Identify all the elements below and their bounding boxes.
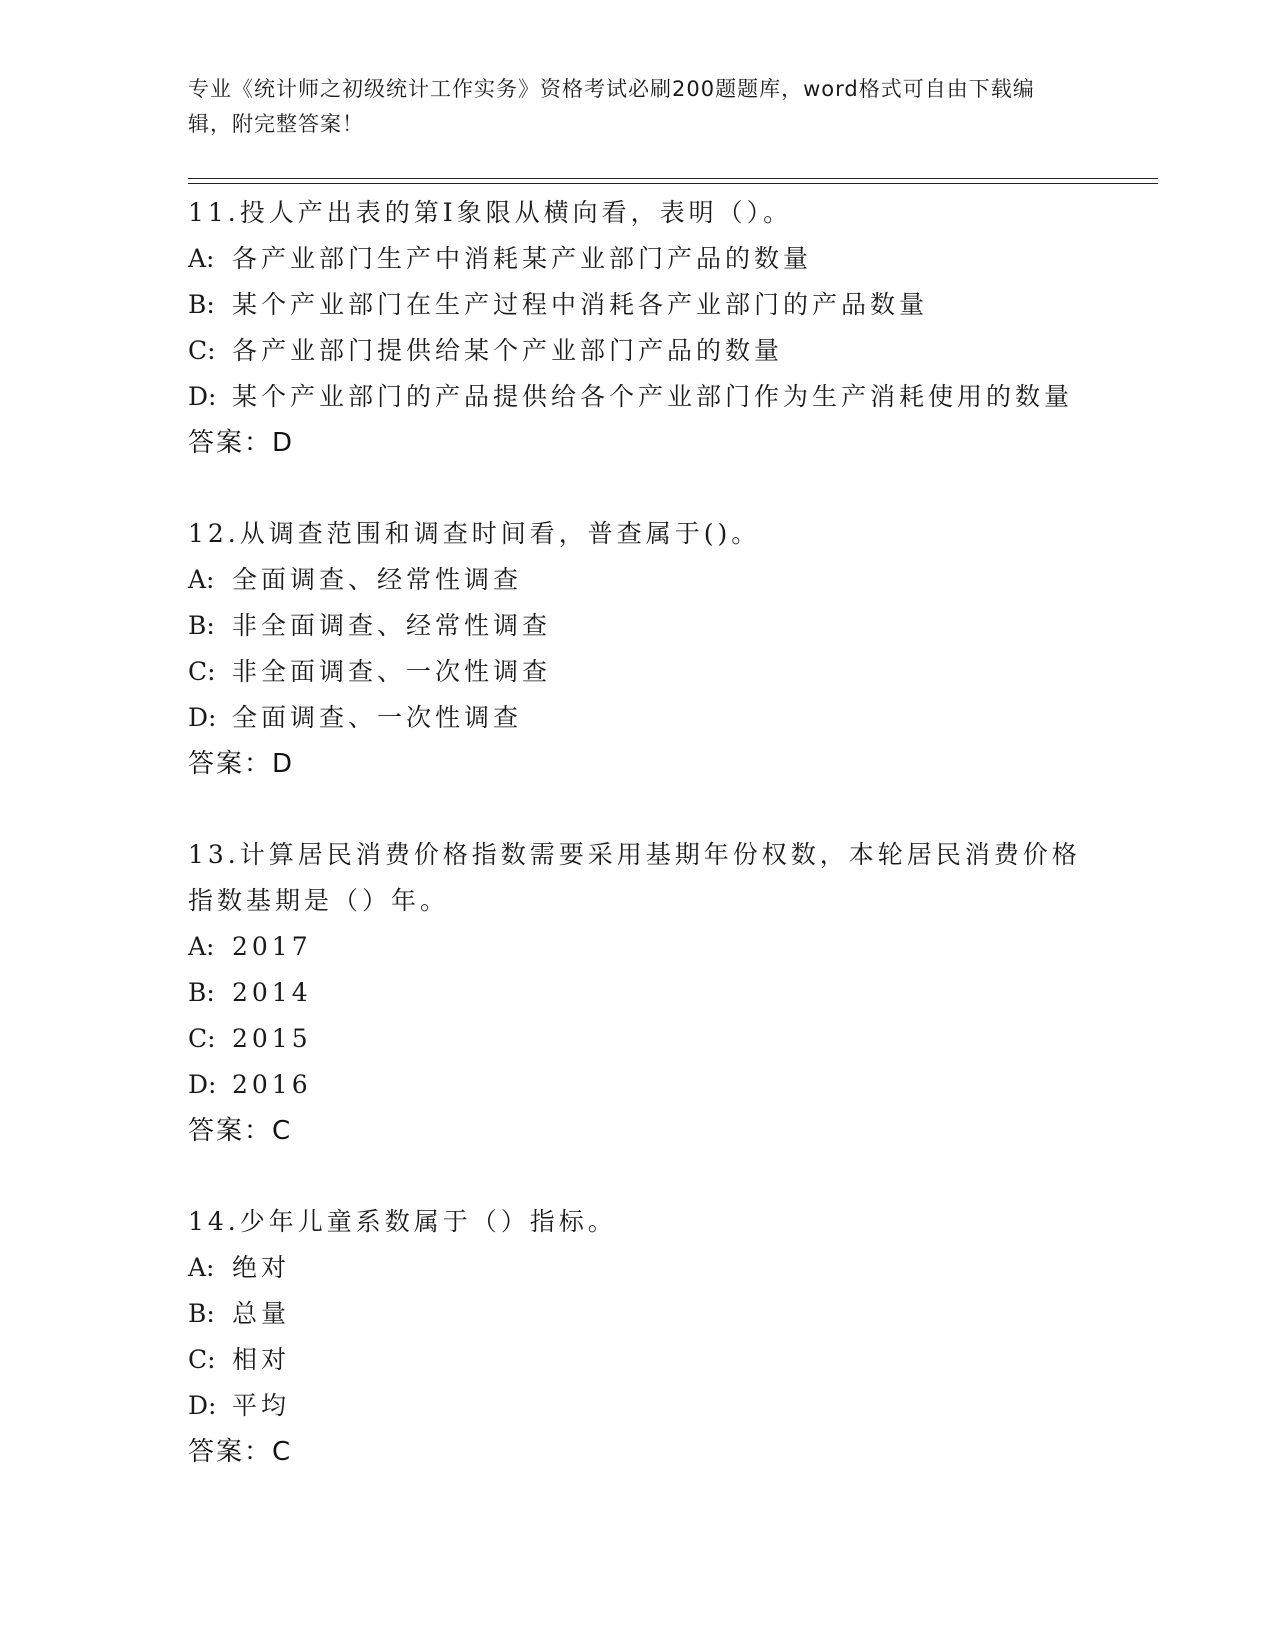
question-14 [188, 1199, 1188, 1475]
option-text: 2017 [232, 932, 312, 961]
question-stem: 14.少年儿童系数属于（）指标。 [188, 1207, 617, 1236]
question-list [188, 190, 1188, 1520]
option-letter: B: [188, 1299, 215, 1328]
option-text: 各产业部门提供给某个产业部门产品的数量 [232, 336, 784, 365]
option-a [188, 236, 1188, 282]
option-text: 总量 [232, 1299, 291, 1328]
document-header: 专业《统计师之初级统计工作实务》资格考试必刷200题题库，word格式可自由下载编辑，附完整答案！ [188, 77, 1035, 136]
option-c [188, 1337, 1188, 1383]
option-d [188, 1062, 1188, 1108]
question-13 [188, 832, 1188, 1154]
option-letter: C: [188, 336, 216, 365]
option-text: 绝对 [232, 1253, 291, 1282]
answer-line: 答案：D [188, 749, 295, 779]
option-letter: A: [188, 1253, 215, 1282]
option-text: 2014 [232, 978, 312, 1007]
question-stem: 11.投人产出表的第Ⅰ象限从横向看，表明（）。 [188, 198, 793, 227]
option-text: 相对 [232, 1345, 291, 1374]
answer-line: 答案：C [188, 1116, 293, 1146]
option-letter: B: [188, 611, 215, 640]
option-letter: A: [188, 244, 215, 273]
option-text: 非全面调查、一次性调查 [232, 657, 552, 686]
header-divider-top [188, 178, 1158, 179]
option-letter: D: [188, 1391, 217, 1420]
option-b [188, 282, 1188, 328]
option-letter: C: [188, 1345, 216, 1374]
option-text: 全面调查、一次性调查 [232, 703, 523, 732]
option-text: 某个产业部门的产品提供给各个产业部门作为生产消耗使用的数量 [232, 382, 1074, 411]
question-stem: 13.计算居民消费价格指数需要采用基期年份权数，本轮居民消费价格指数基期是（）年。 [188, 840, 1081, 915]
header-divider-bottom [188, 183, 1158, 184]
option-a [188, 1245, 1188, 1291]
option-b [188, 603, 1188, 649]
option-a [188, 924, 1188, 970]
option-letter: D: [188, 703, 217, 732]
option-letter: B: [188, 290, 215, 319]
option-letter: A: [188, 565, 215, 594]
option-text: 平均 [232, 1391, 291, 1420]
option-d [188, 1383, 1188, 1429]
option-letter: A: [188, 932, 215, 961]
option-a [188, 557, 1188, 603]
option-text: 2016 [232, 1070, 312, 1099]
option-d [188, 695, 1188, 741]
option-c [188, 1016, 1188, 1062]
question-11 [188, 190, 1188, 466]
option-letter: C: [188, 657, 216, 686]
answer-line: 答案：C [188, 1437, 293, 1467]
option-letter: C: [188, 1024, 216, 1053]
option-text: 全面调查、经常性调查 [232, 565, 523, 594]
question-12 [188, 511, 1188, 787]
option-letter: D: [188, 382, 217, 411]
option-c [188, 328, 1188, 374]
option-letter: B: [188, 978, 215, 1007]
answer-line: 答案：D [188, 428, 295, 458]
option-b [188, 970, 1188, 1016]
option-letter: D: [188, 1070, 217, 1099]
option-b [188, 1291, 1188, 1337]
option-text: 非全面调查、经常性调查 [232, 611, 552, 640]
question-stem: 12.从调查范围和调查时间看，普查属于()。 [188, 519, 761, 548]
option-text: 各产业部门生产中消耗某产业部门产品的数量 [232, 244, 813, 273]
option-d [188, 374, 1188, 420]
option-text: 2015 [232, 1024, 312, 1053]
option-c [188, 649, 1188, 695]
option-text: 某个产业部门在生产过程中消耗各产业部门的产品数量 [232, 290, 929, 319]
